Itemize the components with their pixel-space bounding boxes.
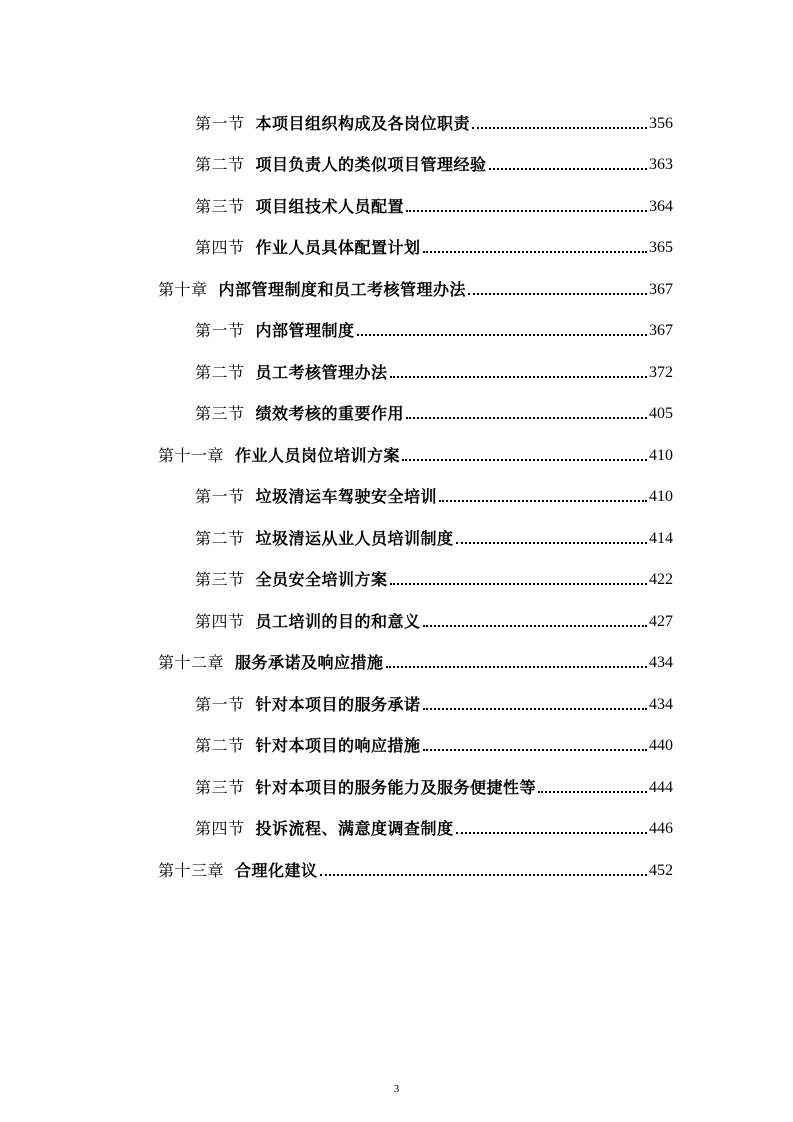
dot-leader bbox=[472, 127, 647, 129]
toc-entry-title: 员工考核管理办法 bbox=[255, 362, 388, 382]
dot-leader bbox=[390, 583, 647, 585]
toc-entry-title: 服务承诺及响应措施 bbox=[235, 653, 384, 672]
toc-entry[interactable] bbox=[0, 673, 793, 715]
dot-leader bbox=[456, 542, 647, 544]
toc-entry-page: 444 bbox=[649, 778, 673, 796]
toc-entry-page: 356 bbox=[649, 114, 673, 132]
toc-entry-page: 440 bbox=[649, 737, 673, 754]
toc-entry-page: 422 bbox=[649, 571, 673, 588]
toc-entry[interactable] bbox=[0, 507, 793, 549]
toc-entry-number: 第三节 bbox=[195, 570, 245, 589]
toc-entry-number: 第三节 bbox=[195, 196, 245, 216]
toc-entry[interactable] bbox=[0, 341, 793, 383]
page-number: 3 bbox=[393, 1083, 400, 1095]
toc-entry-page: 364 bbox=[649, 197, 673, 215]
dot-leader bbox=[439, 500, 647, 502]
toc-entry-page: 452 bbox=[649, 861, 673, 879]
dot-leader bbox=[406, 417, 647, 419]
toc-entry-number: 第四节 bbox=[195, 238, 245, 257]
toc-entry-title: 合理化建议 bbox=[235, 860, 318, 880]
toc-chapter-entry[interactable] bbox=[0, 839, 793, 881]
toc-entry-number: 第一节 bbox=[195, 694, 245, 714]
toc-entry-page: 405 bbox=[649, 405, 673, 422]
toc-entry-title: 全员安全培训方案 bbox=[255, 570, 388, 589]
dot-leader bbox=[423, 251, 647, 253]
toc-entry-number: 第二节 bbox=[195, 362, 245, 382]
toc-entry-number: 第十三章 bbox=[158, 860, 225, 880]
toc-entry[interactable] bbox=[0, 92, 793, 134]
toc-entry-title: 针对本项目的服务能力及服务便捷性等 bbox=[255, 777, 537, 797]
dot-leader bbox=[456, 832, 647, 834]
toc-entry-number: 第十一章 bbox=[158, 445, 225, 465]
toc-entry[interactable] bbox=[0, 756, 793, 798]
dot-leader bbox=[423, 625, 647, 627]
toc-entry-title: 内部管理制度 bbox=[255, 321, 355, 340]
toc-entry-number: 第四节 bbox=[195, 611, 245, 631]
toc-entry[interactable] bbox=[0, 466, 793, 508]
toc-entry-page: 414 bbox=[649, 529, 673, 547]
toc-entry-page: 367 bbox=[649, 280, 673, 298]
toc-entry-title: 作业人员具体配置计划 bbox=[255, 238, 421, 257]
toc-chapter-entry[interactable] bbox=[0, 632, 793, 674]
toc-entry-page: 372 bbox=[649, 363, 673, 381]
toc-entry[interactable] bbox=[0, 715, 793, 757]
dot-leader bbox=[386, 666, 647, 668]
toc-entry-number: 第十二章 bbox=[158, 653, 225, 672]
toc-entry-title: 员工培训的目的和意义 bbox=[255, 611, 421, 631]
dot-leader bbox=[357, 334, 647, 336]
dot-leader bbox=[406, 210, 647, 212]
toc-entry-title: 项目负责人的类似项目管理经验 bbox=[255, 155, 487, 174]
toc-entry[interactable] bbox=[0, 175, 793, 217]
toc-entry-title: 垃圾清运从业人员培训制度 bbox=[255, 528, 454, 548]
toc-entry-page: 434 bbox=[649, 654, 673, 671]
toc-entry-number: 第三节 bbox=[195, 404, 245, 423]
toc-entry[interactable] bbox=[0, 590, 793, 632]
dot-leader bbox=[468, 293, 647, 295]
dot-leader bbox=[489, 168, 647, 170]
toc-entry-title: 绩效考核的重要作用 bbox=[255, 404, 405, 423]
toc-entry-page: 363 bbox=[649, 156, 673, 173]
toc-entry-number: 第一节 bbox=[195, 113, 245, 133]
dot-leader bbox=[423, 749, 647, 751]
toc-entry-title: 项目组技术人员配置 bbox=[255, 196, 405, 216]
toc-entry[interactable] bbox=[0, 134, 793, 176]
toc-entry-page: 367 bbox=[649, 322, 673, 339]
toc-entry-number: 第一节 bbox=[195, 321, 245, 340]
toc-entry-number: 第二节 bbox=[195, 155, 245, 174]
toc-entry[interactable] bbox=[0, 549, 793, 591]
toc-entry[interactable] bbox=[0, 217, 793, 259]
toc-entry-title: 针对本项目的服务承诺 bbox=[255, 694, 421, 714]
toc-entry-number: 第四节 bbox=[195, 819, 245, 838]
toc-entry-number: 第三节 bbox=[195, 777, 245, 797]
toc-entry-page: 427 bbox=[649, 612, 673, 630]
dot-leader bbox=[390, 376, 647, 378]
toc-entry-number: 第十章 bbox=[158, 279, 208, 299]
toc-entry-title: 本项目组织构成及各岗位职责 bbox=[255, 113, 471, 133]
toc-entry-title: 作业人员岗位培训方案 bbox=[235, 445, 401, 465]
dot-leader bbox=[402, 459, 647, 461]
dot-leader bbox=[320, 874, 647, 876]
toc-entry-number: 第二节 bbox=[195, 528, 245, 548]
toc-chapter-entry[interactable] bbox=[0, 424, 793, 466]
toc-entry-number: 第二节 bbox=[195, 736, 245, 755]
toc-entry-page: 446 bbox=[649, 820, 673, 837]
toc-entry-title: 投诉流程、满意度调查制度 bbox=[255, 819, 454, 838]
toc-entry-title: 针对本项目的响应措施 bbox=[255, 736, 421, 755]
dot-leader bbox=[423, 708, 647, 710]
toc-entry-title: 内部管理制度和员工考核管理办法 bbox=[218, 279, 467, 299]
toc-entry-page: 365 bbox=[649, 239, 673, 256]
toc-entry-page: 410 bbox=[649, 446, 673, 464]
toc-chapter-entry[interactable] bbox=[0, 258, 793, 300]
toc-entry-page: 410 bbox=[649, 488, 673, 505]
toc-entry[interactable] bbox=[0, 798, 793, 840]
table-of-contents bbox=[0, 92, 793, 881]
toc-entry-page: 434 bbox=[649, 695, 673, 713]
dot-leader bbox=[538, 791, 647, 793]
toc-entry[interactable] bbox=[0, 300, 793, 342]
toc-entry-title: 垃圾清运车驾驶安全培训 bbox=[255, 487, 438, 506]
toc-entry[interactable] bbox=[0, 383, 793, 425]
toc-entry-number: 第一节 bbox=[195, 487, 245, 506]
